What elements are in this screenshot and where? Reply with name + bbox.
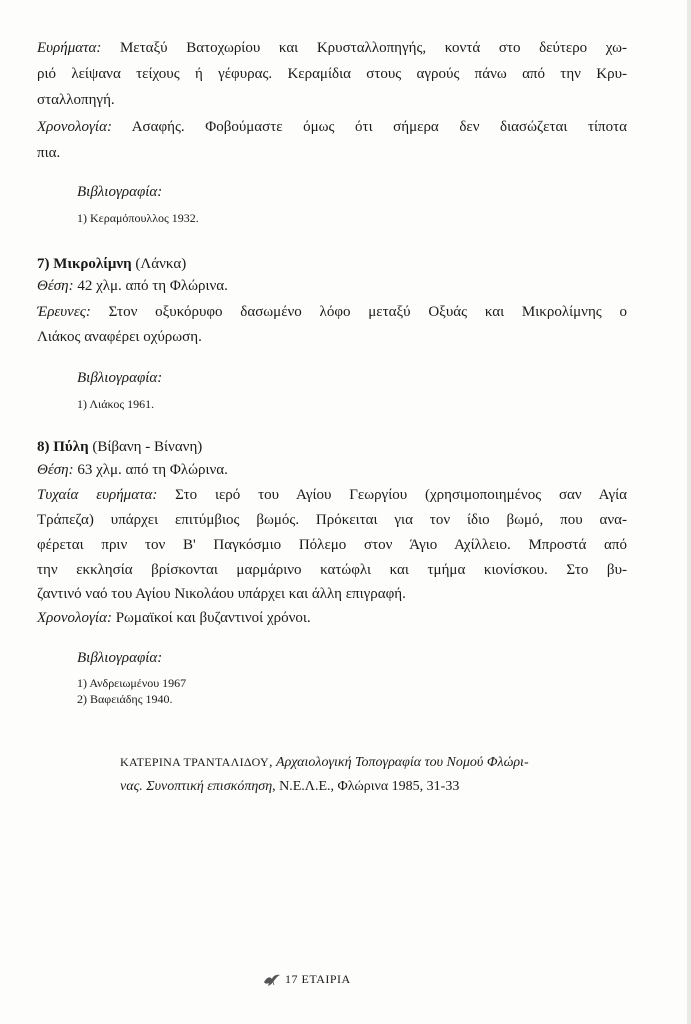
text-line: φέρεται πριν τον Β' Παγκόσμιο Πόλεμο στον Άγιο Αχίλλειο. Μπροστά από — [37, 537, 627, 553]
label-chronologia: Χρονολογία: — [37, 119, 112, 135]
bibliography-item: 1) Λιάκος 1961. — [77, 397, 155, 411]
heading-alt-name: (Λάνκα) — [131, 256, 187, 272]
text-span: Ρωμαϊκοί και βυζαντινοί χρόνοι. — [111, 610, 311, 626]
bibliography-item: 1) Κεραμόπουλλος 1932. — [77, 211, 199, 225]
text-line — [37, 276, 627, 297]
bibliography-item: 2) Βαφειάδης 1940. — [77, 692, 173, 706]
text-line: σταλλοπηγή. — [37, 92, 115, 108]
citation-line — [120, 752, 620, 773]
citation-line — [120, 776, 620, 797]
bird-logo-icon — [263, 973, 281, 987]
text-line — [37, 38, 627, 59]
text-line: πια. — [37, 145, 61, 161]
text-line — [37, 302, 627, 323]
text-line — [37, 117, 627, 138]
citation-rest: , Ν.Ε.Λ.Ε., Φλώρινα 1985, 31-33 — [272, 779, 460, 794]
text-line: ζαντινό ναό του Αγίου Νικολάου υπάρχει και άλλη επιγραφή. — [37, 586, 406, 602]
citation-title: Αρχαιολογική Τοπογραφία του Νομού Φλώρι- — [276, 755, 529, 770]
label-tyxaia-evrimata: Τυχαία ευρήματα: — [37, 487, 158, 503]
label-evrimata: Ευρήματα: — [37, 40, 102, 56]
text-span: 42 χλμ. από τη Φλώρινα. — [73, 278, 228, 294]
text-span: Στο ιερό του Αγίου Γεωργίου (χρησιμοποιημένος σαν Αγία — [157, 487, 627, 503]
bibliography-heading: Βιβλιογραφία: — [77, 184, 163, 200]
bibliography-heading: Βιβλιογραφία: — [77, 370, 163, 386]
bibliography-heading: Βιβλιογραφία: — [77, 650, 163, 666]
citation-author: ΚΑΤΕΡΙΝΑ ΤΡΑΝΤΑΛΙΔΟΥ — [120, 755, 270, 769]
label-erevnes: Έρευνες: — [37, 304, 91, 320]
label-thesi: Θέση: — [37, 462, 74, 478]
heading-pyli: 8) Πύλη — [37, 439, 89, 455]
heading-mikrolimni: 7) Μικρολίμνη — [37, 256, 132, 272]
footer-text: 17 ΕΤΑΙΡΙΑ — [285, 972, 351, 986]
text-line: ριό λείψανα τείχους ή γέφυρας. Κεραμίδια στους αγρούς πάνω από την Κρυ- — [37, 66, 627, 82]
label-chronologia: Χρονολογία: — [37, 610, 112, 626]
heading-alt-name: (Βίβανη - Βίνανη) — [88, 439, 203, 455]
text-line — [37, 485, 627, 506]
bibliography-item: 1) Ανδρειωμένου 1967 — [77, 676, 187, 690]
section-heading — [37, 254, 627, 275]
text-line — [37, 460, 627, 481]
text-span: Ασαφής. Φοβούμαστε όμως ότι σήμερα δεν διασώζεται τίποτα — [111, 119, 627, 135]
text-span: 63 χλμ. από τη Φλώρινα. — [73, 462, 228, 478]
section-heading — [37, 437, 627, 458]
text-line: Λιάκος αναφέρει οχύρωση. — [37, 329, 202, 345]
text-span: , — [269, 755, 277, 770]
text-span: Στον οξυκόρυφο δασωμένο λόφο μεταξύ Οξυάς και Μικρολίμνης ο — [90, 304, 627, 320]
citation-title: νας. Συνοπτική επισκόπηση — [120, 779, 273, 794]
text-span: Μεταξύ Βατοχωρίου και Κρυσταλλοπηγής, κοντά στο δεύτερο χω- — [101, 40, 627, 56]
page-footer — [263, 972, 351, 987]
text-line: την εκκλησία βρίσκονται μαρμάρινο κατώφλι και τμήμα κιονίσκου. Στο βυ- — [37, 562, 627, 578]
label-thesi: Θέση: — [37, 278, 74, 294]
text-line: Τράπεζα) υπάρχει επιτύμβιος βωμός. Πρόκειται για τον ίδιο βωμό, που ανα- — [37, 512, 627, 528]
page-edge — [687, 0, 691, 1024]
text-line — [37, 608, 627, 629]
